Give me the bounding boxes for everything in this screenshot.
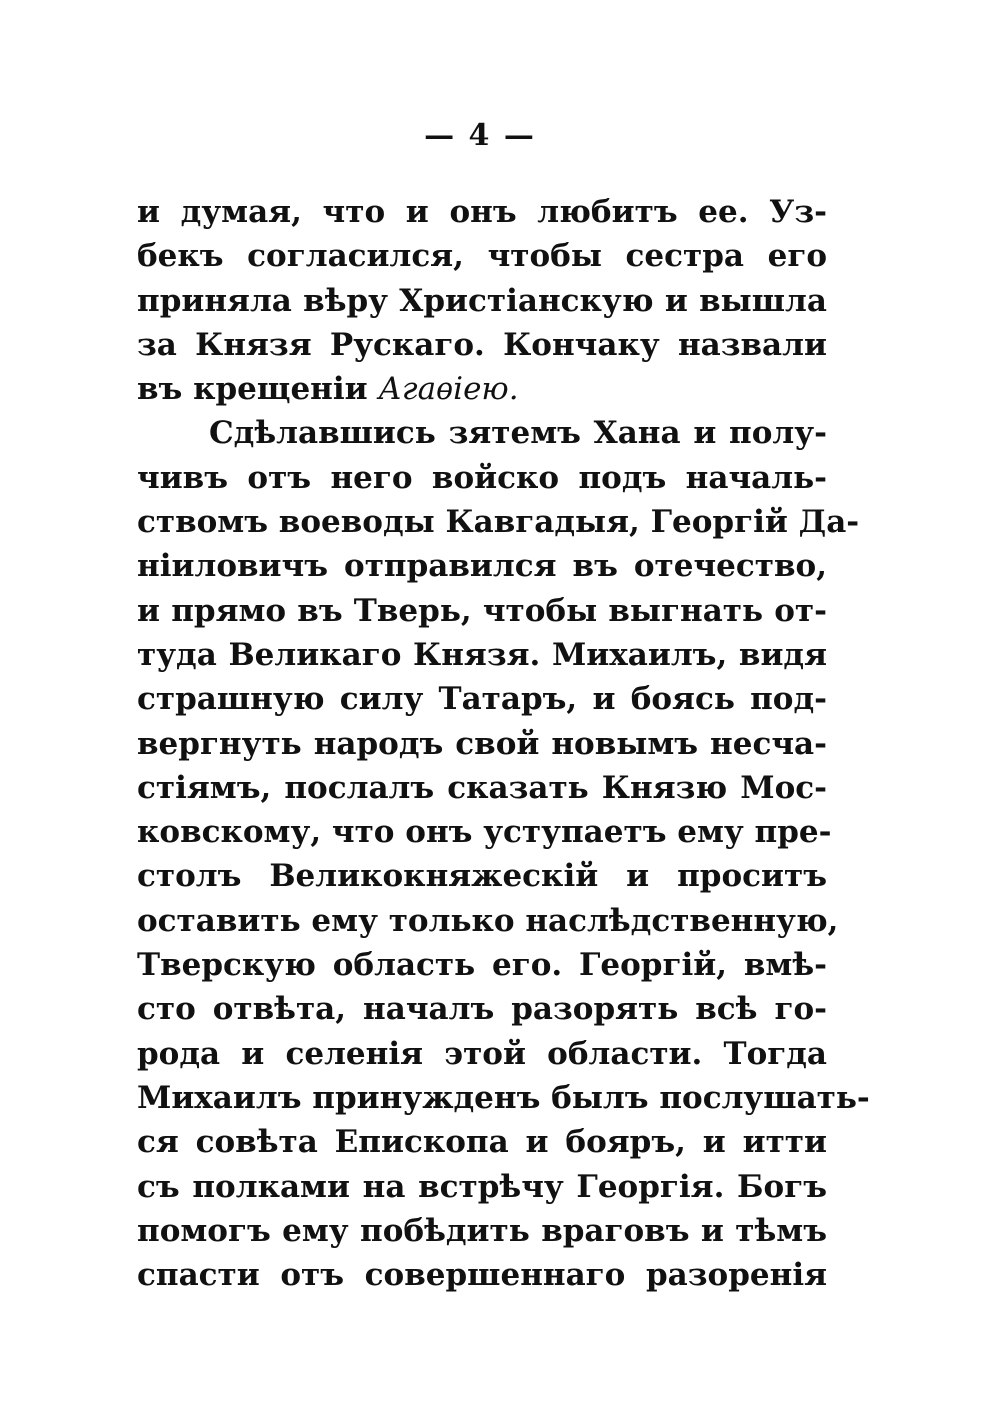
text-line: ствомъ воеводы Кавгадыя, Георгій Да- <box>137 504 860 541</box>
text-line: вергнуть народъ свой новымъ несча- <box>137 725 827 762</box>
text-line: столъ Великокняжескій и проситъ <box>137 858 827 895</box>
text-line: стіямъ, послалъ сказать Князю Мос- <box>137 769 827 806</box>
text-line: и прямо въ Тверь, чтобы выгнать от- <box>137 592 827 629</box>
body-text <box>137 190 870 1297</box>
text-line: чивъ отъ него войско подъ началь- <box>137 459 827 496</box>
text-line: оставить ему только наслѣдственную, <box>137 902 839 939</box>
text-line: ніиловичъ отправился въ отечество, <box>137 548 827 585</box>
text-line: Сдѣлавшись зятемъ Хана и полу- <box>209 415 827 452</box>
text-line: и думая, что и онъ любитъ ее. Уз- <box>137 194 827 230</box>
text-line: ся совѣта Епископа и бояръ, и итти <box>137 1124 827 1161</box>
text-line: ковскому, что онъ уступаетъ ему пре- <box>137 814 832 851</box>
text-line: бекъ согласился, чтобы сестра его <box>137 238 827 275</box>
paragraph-2 <box>137 411 870 1297</box>
text-line: съ полками на встрѣчу Георгія. Богъ <box>137 1168 827 1205</box>
text-line: помогъ ему побѣдить враговъ и тѣмъ <box>137 1212 827 1249</box>
text-line: сто отвѣта, началъ разорять всѣ го- <box>137 991 827 1028</box>
italic-name: Агаѳіею. <box>378 371 519 408</box>
text-line-prefix: въ крещеніи <box>137 371 379 408</box>
text-line: Тверскую область его. Георгій, вмѣ- <box>137 947 827 984</box>
text-line <box>137 367 827 411</box>
paragraph-1 <box>137 190 827 411</box>
text-line: рода и селенія этой области. Тогда <box>137 1035 827 1072</box>
page-number: — 4 — <box>424 118 536 153</box>
text-line: туда Великаго Князя. Михаилъ, видя <box>137 636 827 673</box>
text-line: страшную силу Татаръ, и боясь под- <box>137 681 827 718</box>
text-line: приняла вѣру Христіанскую и вышла <box>137 282 827 319</box>
text-line: за Князя Рускаго. Кончаку назвали <box>137 326 827 363</box>
text-line: Михаилъ принужденъ былъ послушать- <box>137 1079 870 1116</box>
text-line: спасти отъ совершеннаго разоренія <box>137 1257 827 1294</box>
